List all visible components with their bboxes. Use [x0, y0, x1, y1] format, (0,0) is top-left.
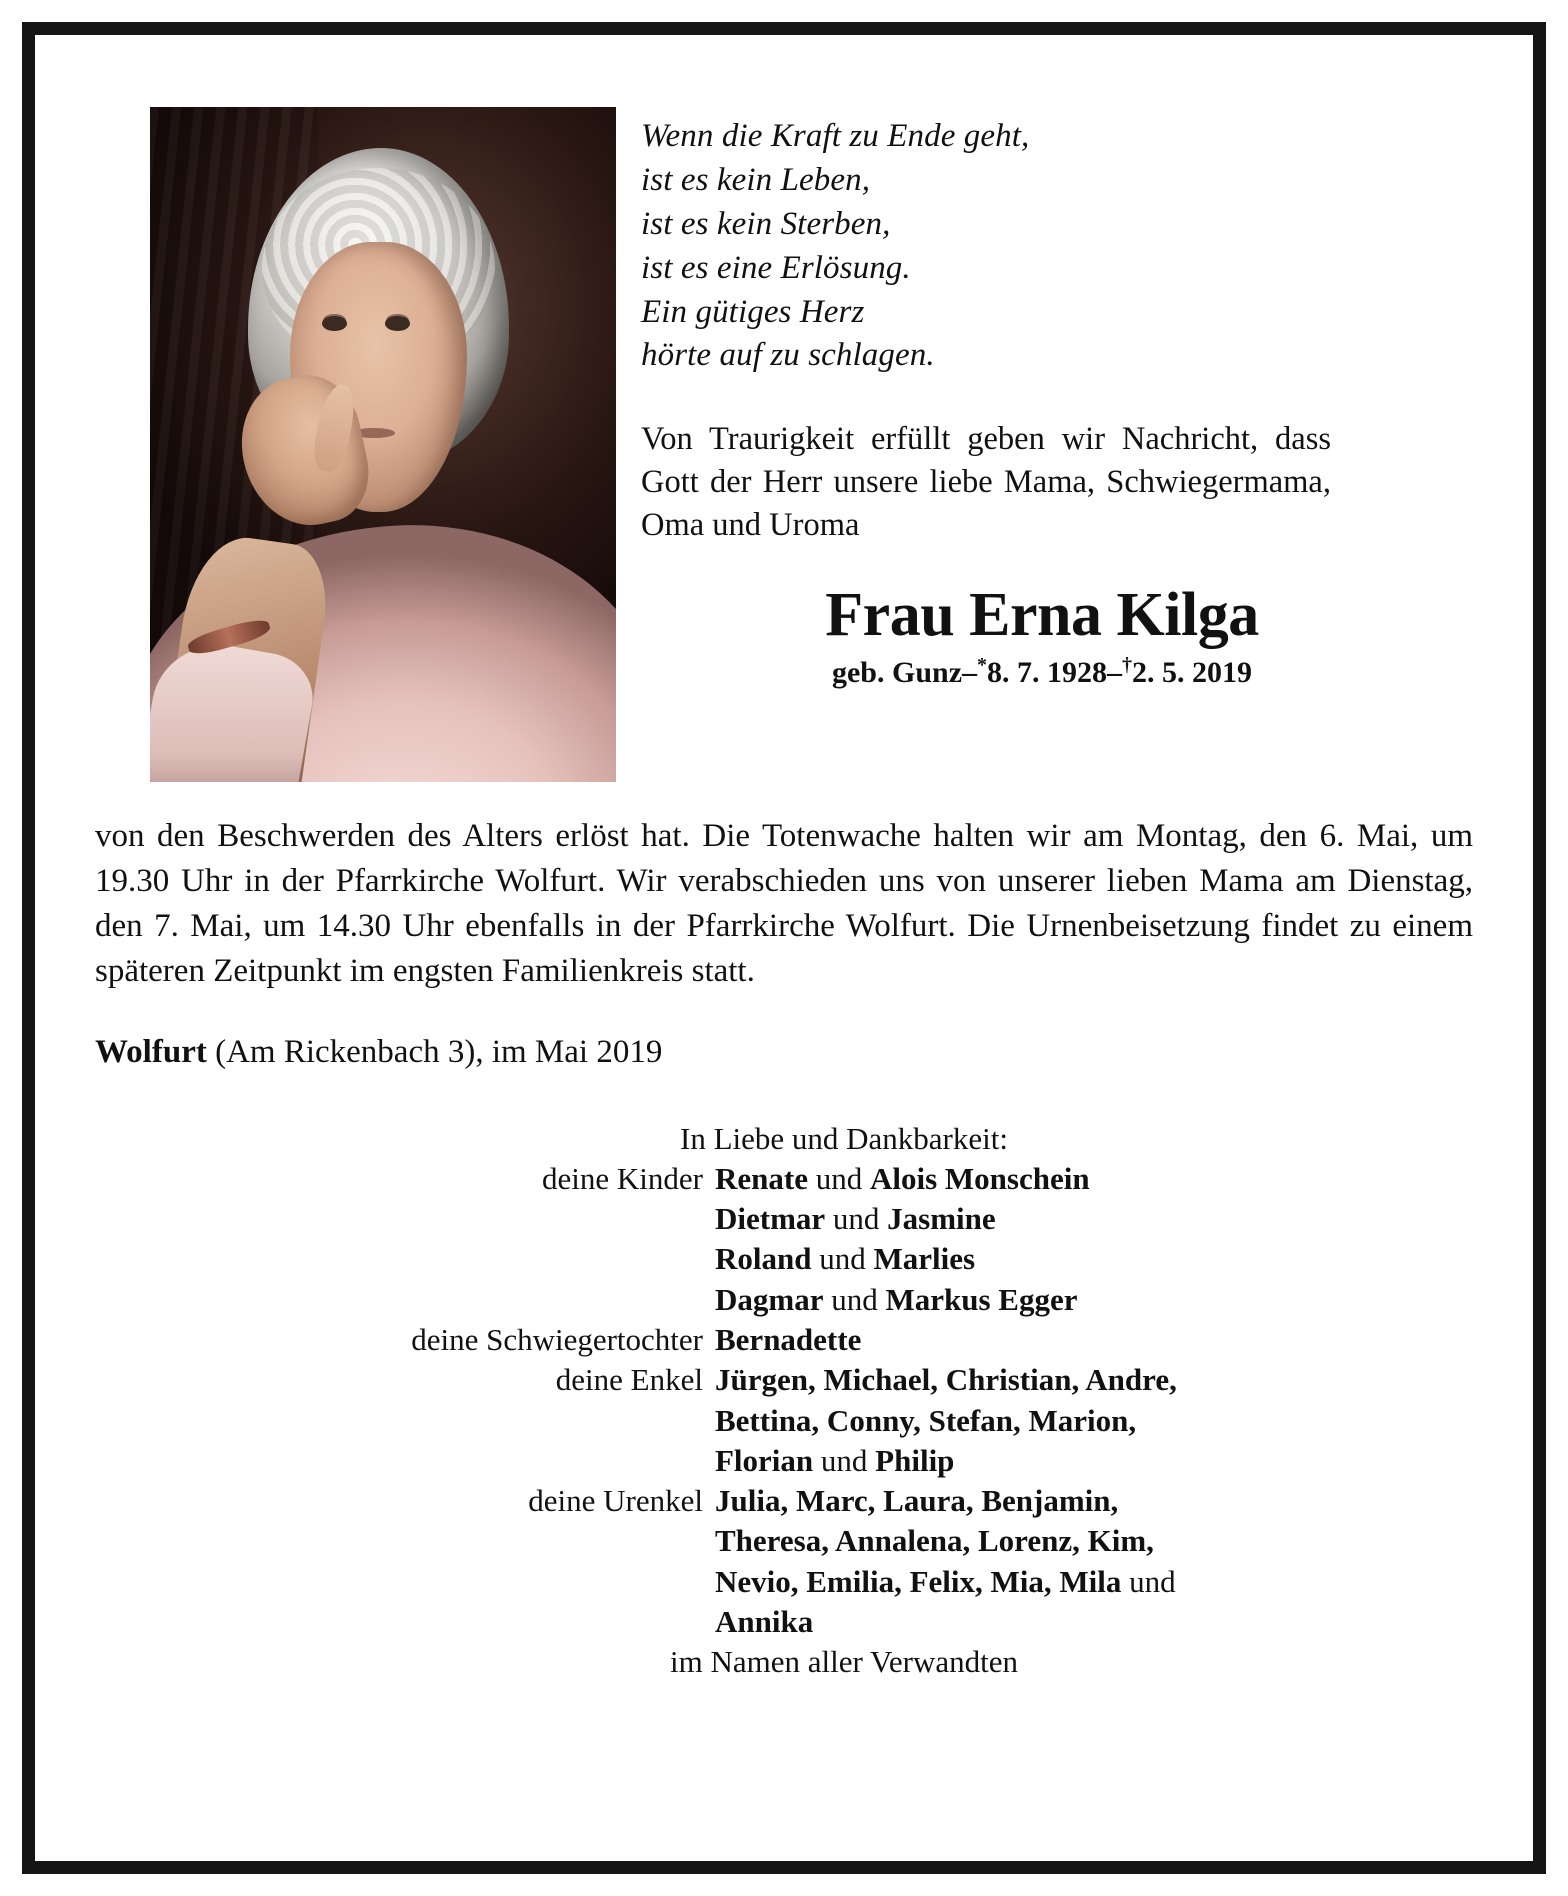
deceased-dates [641, 654, 1453, 690]
family-name: Marlies [873, 1241, 976, 1277]
verse-block [641, 115, 1453, 378]
birth-star-icon: * [977, 654, 988, 677]
family-names [715, 1320, 1473, 1360]
family-heading: In Liebe und Dankbarkeit: [680, 1120, 1008, 1156]
verse-line-1: Wenn die Kraft zu Ende geht, [641, 118, 1030, 154]
family-row [95, 1159, 1473, 1199]
family-name: Dietmar [715, 1201, 826, 1237]
family-row [95, 1360, 1473, 1400]
family-name: Alois Monschein [869, 1160, 1090, 1196]
family-conjunction: und [825, 1201, 888, 1237]
family-conjunction: und [813, 1442, 876, 1478]
photo-eye-right [385, 316, 409, 331]
verse-line-3: ist es kein Sterben, [641, 205, 891, 242]
family-names [715, 1441, 1473, 1481]
deceased-name: Frau Erna Kilga [825, 580, 1259, 649]
death-cross-icon: † [1122, 654, 1133, 677]
maiden-name: geb. Gunz [831, 656, 963, 690]
family-row [95, 1602, 1473, 1642]
dash-2: – [1107, 656, 1123, 690]
family-name: Bernadette [715, 1321, 862, 1357]
family-name: Annika [715, 1604, 814, 1640]
family-names [715, 1159, 1473, 1199]
photo-column [95, 107, 615, 782]
family-row [95, 1320, 1473, 1360]
photo-eye-left [322, 316, 346, 331]
death-date: 2. 5. 2019 [1132, 656, 1253, 690]
family-names [715, 1239, 1473, 1279]
family-names [715, 1280, 1473, 1320]
family-row [95, 1521, 1473, 1561]
portrait-photo [150, 107, 616, 782]
family-row [95, 1441, 1473, 1481]
family-rows [95, 1159, 1473, 1643]
family-names [715, 1360, 1473, 1400]
family-conjunction: und [1121, 1563, 1176, 1599]
family-relation-label: deine Enkel [555, 1362, 703, 1398]
verse-line-5: Ein gütiges Herz [641, 293, 865, 330]
family-relation-label: deine Schwiegertochter [411, 1321, 703, 1357]
family-footer: im Namen aller Verwandten [669, 1644, 1019, 1680]
place-name: Wolfurt [95, 1033, 207, 1070]
obituary-content [35, 35, 1533, 1861]
family-name: Florian [715, 1442, 814, 1478]
family-name: Julia, Marc, Laura, Benjamin, [715, 1483, 1119, 1519]
family-row [95, 1562, 1473, 1602]
family-row [95, 1481, 1473, 1521]
family-row [95, 1239, 1473, 1279]
family-name: Renate [715, 1160, 808, 1196]
funeral-details-paragraph: von den Beschwerden des Alters erlöst hat. Die Totenwache halten wir am Montag, den 6. Mai, um 19.30 Uhr in der Pfarrkirche Wolfurt. Wir verabschieden uns von unserer lieben Mama am Dienstag, den 7. Mai, um 14.30 Uhr ebenfalls in der Pfarrkirche Wolfurt. Die Urnenbeisetzung findet zu einem späteren Zeitpunkt im engsten Familienkreis statt. [95, 818, 1473, 989]
family-relation-label: deine Kinder [542, 1160, 703, 1196]
family-names [715, 1401, 1473, 1441]
top-section [95, 107, 1473, 782]
family-conjunction: und [823, 1281, 886, 1317]
family-conjunction: und [807, 1160, 870, 1196]
text-column [615, 107, 1473, 690]
family-row [95, 1401, 1473, 1441]
family-conjunction: und [811, 1241, 874, 1277]
family-list [95, 1119, 1473, 1683]
family-name: Markus Egger [885, 1281, 1078, 1317]
family-names [715, 1562, 1473, 1602]
family-name: Nevio, Emilia, Felix, Mia, Mila [715, 1563, 1122, 1599]
family-name: Roland [715, 1241, 812, 1277]
family-name: Bettina, Conny, Stefan, Marion, [715, 1402, 1137, 1438]
dash-1: – [962, 656, 978, 690]
family-name: Jürgen, Michael, Christian, Andre, [715, 1362, 1177, 1398]
birth-date: 8. 7. 1928 [987, 656, 1108, 690]
place-address: (Am Rickenbach 3), im Mai 2019 [215, 1033, 663, 1070]
family-row [95, 1199, 1473, 1239]
family-name: Jasmine [887, 1201, 996, 1237]
family-relation-label: deine Urenkel [528, 1483, 703, 1519]
mourning-border [22, 22, 1546, 1874]
place-and-date [95, 1034, 1473, 1071]
family-names [715, 1199, 1473, 1239]
verse-line-6: hörte auf zu schlagen. [641, 337, 935, 374]
family-names [715, 1521, 1473, 1561]
family-name: Theresa, Annalena, Lorenz, Kim, [715, 1523, 1154, 1559]
family-name: Philip [875, 1442, 955, 1478]
family-names [715, 1602, 1473, 1642]
family-name: Dagmar [715, 1281, 824, 1317]
family-row [95, 1280, 1473, 1320]
announcement-intro: Von Traurigkeit erfüllt geben wir Nachricht, dass Gott der Herr unsere liebe Mama, Schwiegermama, Oma und Uroma [641, 421, 1331, 544]
family-names [715, 1481, 1473, 1521]
verse-line-4: ist es eine Erlösung. [641, 249, 911, 286]
verse-line-2: ist es kein Leben, [641, 161, 871, 198]
